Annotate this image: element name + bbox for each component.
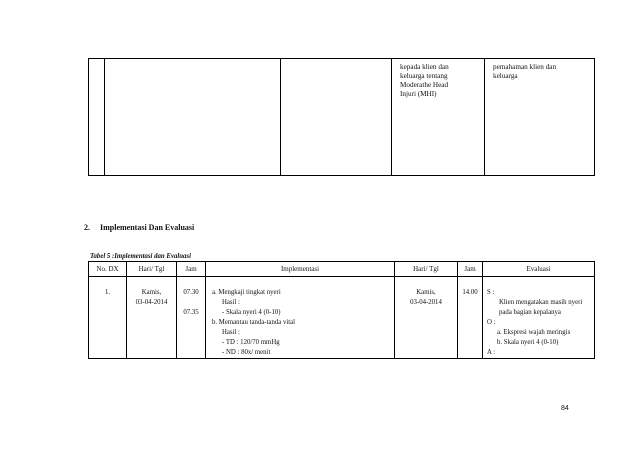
date-text: 03-04-2014 bbox=[135, 299, 168, 306]
table-caption: Tabel 5 :Implementasi dan Evaluasi bbox=[90, 253, 191, 260]
header-hari-tgl-2: Hari/ Tgl bbox=[395, 262, 458, 277]
cell-evaluasi bbox=[483, 277, 595, 359]
header-no-dx: No. DX bbox=[89, 262, 127, 277]
header-jam: Jam bbox=[177, 262, 206, 277]
table-cell bbox=[485, 59, 595, 176]
impl-line: - TD : 120/70 mmHg bbox=[222, 339, 280, 346]
table-cell bbox=[281, 59, 392, 176]
time-text: 07.30 bbox=[183, 289, 199, 296]
header-implementasi: Implementasi bbox=[206, 262, 395, 277]
header-jam-2: Jam bbox=[458, 262, 483, 277]
eval-line: A : bbox=[487, 349, 496, 356]
section-number: 2. bbox=[84, 223, 90, 232]
time-text: 07.35 bbox=[183, 309, 199, 316]
impl-line: Hasil : bbox=[222, 329, 240, 336]
impl-line: Hasil : bbox=[222, 299, 240, 306]
cell-no-dx bbox=[89, 277, 127, 359]
eval-line: O : bbox=[487, 319, 496, 326]
time-text: 14.00 bbox=[462, 289, 478, 296]
table-cell bbox=[392, 59, 485, 176]
impl-line: a. Mengkaji tingkat nyeri bbox=[212, 289, 281, 296]
implementation-table bbox=[88, 261, 595, 359]
cell-jam-2 bbox=[458, 277, 483, 359]
dx-number: 1. bbox=[104, 289, 111, 296]
date-text: 03-04-2014 bbox=[410, 299, 442, 306]
impl-line: - ND : 80x/ menit bbox=[222, 349, 271, 356]
table-row bbox=[89, 59, 595, 176]
eval-line: a. Ekspresi wajah meringis bbox=[497, 329, 571, 336]
eval-line: S : bbox=[487, 289, 495, 296]
header-row bbox=[89, 262, 595, 277]
eval-line: pada bagian kepalanya bbox=[499, 309, 561, 316]
table-cell bbox=[105, 59, 281, 176]
section-heading bbox=[84, 223, 194, 232]
page-number: 84 bbox=[561, 405, 569, 412]
header-evaluasi: Evaluasi bbox=[483, 262, 595, 277]
cell-text-col5: pemahaman klien dan keluarga bbox=[493, 63, 557, 80]
cell-hari-tgl-2 bbox=[395, 277, 458, 359]
eval-line: b. Skala nyeri 4 (0-10) bbox=[497, 339, 559, 346]
day-text: Kamis, bbox=[416, 289, 436, 296]
cell-text-col4: kepada klien dan keluarga tentang Moderathe Head Injuri (MHI) bbox=[400, 63, 449, 98]
table-row bbox=[89, 277, 595, 359]
cell-implementasi bbox=[206, 277, 395, 359]
continued-table bbox=[88, 58, 595, 176]
eval-line: Klien mengatakan masih nyeri bbox=[499, 299, 583, 306]
cell-jam bbox=[177, 277, 206, 359]
impl-line: - Skala nyeri 4 (0-10) bbox=[222, 309, 281, 316]
impl-line: b. Memantau tanda-tanda vital bbox=[212, 319, 296, 326]
header-hari-tgl: Hari/ Tgl bbox=[127, 262, 177, 277]
table-cell bbox=[89, 59, 105, 176]
cell-hari-tgl bbox=[127, 277, 177, 359]
day-text: Kamis, bbox=[141, 289, 162, 296]
section-title: Implementasi Dan Evaluasi bbox=[100, 223, 195, 232]
